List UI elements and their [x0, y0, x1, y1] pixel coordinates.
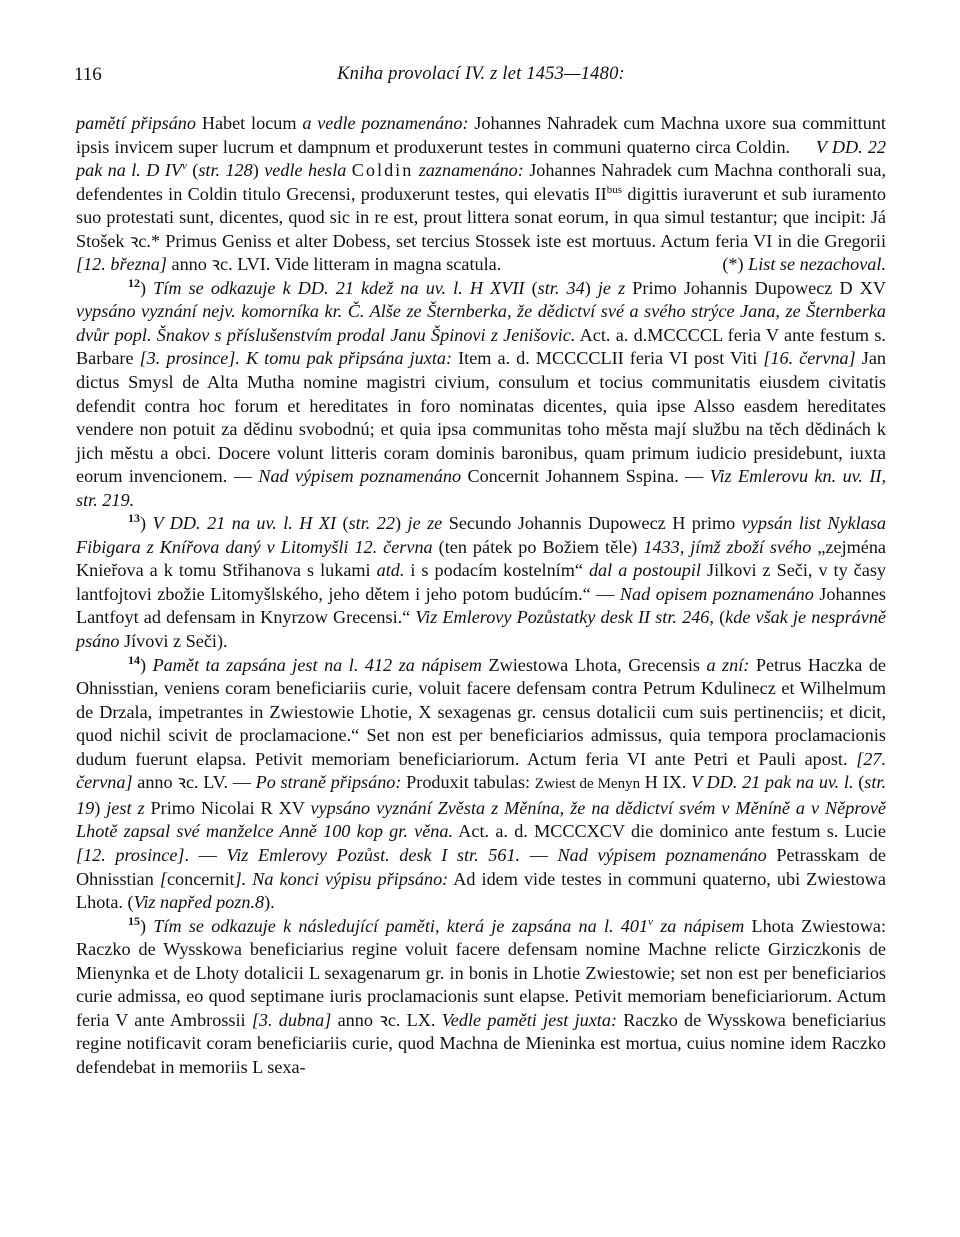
- footnote-12: $^{12}$) Tím se odkazuje k DD. 21 kdež na uv. l. H XVII (str. 34) je z Primo Johannis Dupowecz D XV vypsáno vyznání nejv. komorníka kr. Č. Alše ze Šternberka, že dědictví své a svého strýce Jana, ze Šternberka dvůr popl. Šnakov s příslušenstvím prodal Janu Špinovi z Jenišovic. Act. a. d.MCCCCL feria V ante festum s. Barbare [3. prosince]. K tomu pak připsána juxta: Item a. d. MCCCCLII feria VI post Viti [16. června] Jan dictus Smysl de Alta Mutha nomine magistri civium, consulum et tocius communitatis eiusdem civitatis defendit contra hoc forum et hereditates in foro nominatas dicentes, quia ipse Alsso easdem hereditates vendere non potuit za dědinu svobodnú; et quia ipsa communitas toho města mají službu na těch dědinách k jich městu a obci. Docere volunt litteris coram dominis baronibus, quam primum iudicio presidebunt, iuxta eorum invencionem. — Nad výpisem poznamenáno Concernit Johannem Sspina. — Viz Emlerovu kn. uv. II, str. 219.: [76, 275, 887, 510]
- paragraph-continuation: pamětí připsáno Habet locum a vedle poznamenáno: Johannes Nahradek cum Machna uxore sua committunt ipsis invicem super lucrum et dampnum et produxerunt testes in communi quaterno circa Coldin. V DD. 22 pak na l. D $IV^v$ (str. 128) vedle hesla Coldin zaznamenáno: Johannes Nahradek cum Machna conthorali sua, defendentes in Coldin titulo Grecensi, produxerunt testes, qui elevatis $II^{bus}$ digittis iuraverunt et sub iuramento suo protestati sunt, dicentes, quod sic in re est, prout littera sonat eorum, in qua simul testantur; que incipit: Já Stošek ꝛc.* Primus Geniss et alter Dobess, set tercius Stossek iste est mortuus. Actum feria VI in die Gregorii [12. března] anno ꝛc. LVI. Vide litteram in magna scatula. (*) List se nezachoval.: [76, 113, 887, 275]
- page-number: 116: [74, 64, 102, 85]
- running-head: [76, 58, 886, 92]
- running-title: Kniha provolací IV. z let 1453—1480:: [337, 64, 625, 84]
- footnote-14: $^{14}$) Pamět ta zapsána jest na l. 412 za nápisem Zwiestowa Lhota, Grecensis a zní: Petrus Haczka de Ohnisstian, veniens coram beneficiariis curie, voluit facere defensam contra Petrum Kdulinecz et Wilhelmum de Drzala, impetrantes in Zwiestowie Lhotie, X sexagenas gr. census dotalicii cum suis pertinenciis; et dicit, quod nichil scivit de proclamacione.“ Set non est per beneficiarios admissus, quia tempora proclamacionis dudum fuerunt elapsa. Petivit memoriam beneficiariorum. Actum feria VI ante Petri et Pauli apost. [27. června] anno ꝛc. LV. — Po straně připsáno: Produxit tabulas: Zwiest de Menyn H IX. V DD. 21 pak na uv. l. (str. 19) jest z Primo Nicolai R XV vypsáno vyznání Zvěsta z Měnína, že na dědictví svém v Měníně a v Něprově Lhotě zapsal své manželce Anně 100 kop gr. věna. Act. a. d. MCCCXCV die dominico ante festum s. Lucie [12. prosince]. — Viz Emlerovy Pozůst. desk I str. 561. — Nad výpisem poznamenáno Petrasskam de Ohnisstian [concernit]. Na konci výpisu připsáno: Ad idem vide testes in communi quaterno, ubi Zwiestowa Lhota. (Viz napřed pozn.8).: [76, 652, 887, 913]
- footnote-15: $^{15}$) Tím se odkazuje k následující paměti, která je zapsána na l. 401$^v$ za nápisem Lhota Zwiestowa: Raczko de Wysskowa beneficiarius regine voluit facere defensam nomine Machne relicte Girziczkonis de Mienynka et de Lhoty dotalicii L sexagenarum gr. in bonis in Lhotie Zwiestowie; set non est per beneficiarios curie admissa, eo quod septimane iuris proclamacionis sunt elapse. Petivit memoriam beneficiariorum. Actum feria V ante Ambrossii [3. dubna] anno ꝛc. LX. Vedle paměti jest juxta: Raczko de Wysskowa beneficiarius regine notificavit coram beneficiariis curie, quod Machna de Mieninka est mortua, cuius nomine idem Raczko defendebat in memoriis L sexa-: [76, 913, 886, 1077]
- body-text: [76, 112, 886, 1079]
- footnote-13: $^{13}$) V DD. 21 na uv. l. H XI (str. 22) je ze Secundo Johannis Dupowecz H primo vypsán list Nyklasa Fibigara z Knířova daný v Litomyšli 12. června (ten pátek po Božiem těle) 1433, jímž zboží svého „zejména Knieřova a k tomu Střihanova s lukami atd. i s podacím kostelním“ dal a postoupil Jilkovi z Seči, v ty časy lantfojtovi zbožie Litomyšlského, jeho dětem i jeho potom budúcím.“ — Nad opisem poznamenáno Johannes Lantfoyt ad defensam in Knyrzow Grecensi.“ Viz Emlerovy Pozůstatky desk II str. 246, (kde však je nesprávně psáno Jívovi z Seči).: [76, 511, 887, 652]
